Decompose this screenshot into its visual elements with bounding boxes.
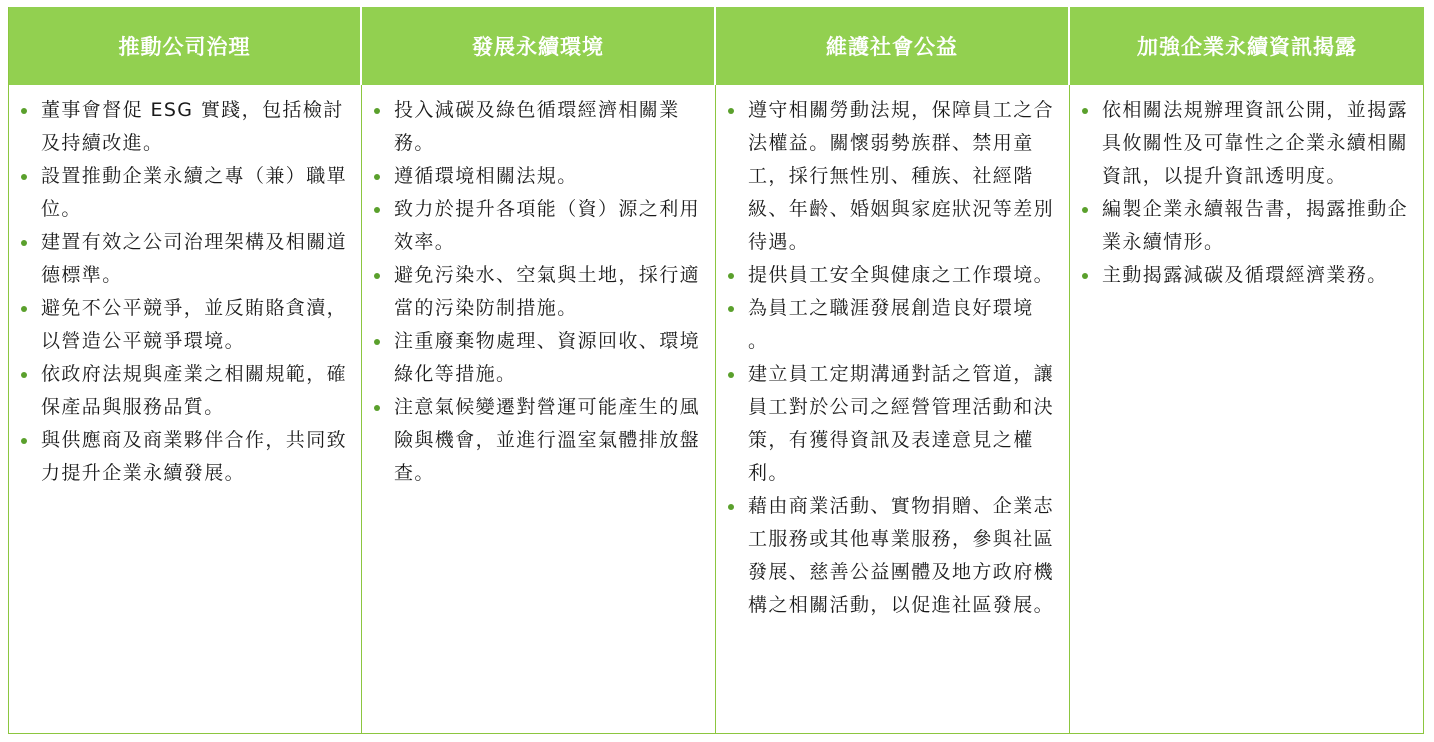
bullet-dot-icon	[374, 207, 380, 213]
list-item	[726, 358, 1059, 490]
list-item	[372, 259, 705, 325]
bullet-dot-icon	[21, 240, 27, 246]
column-body-disclosure	[1070, 85, 1424, 734]
list-item-text: 建置有效之公司治理架構及相關道德標準。	[41, 231, 348, 286]
bullet-dot-icon	[21, 306, 27, 312]
bullet-list	[1080, 94, 1413, 292]
bullet-list	[726, 94, 1059, 622]
list-item	[726, 94, 1059, 259]
column-header-governance: 推動公司治理	[9, 7, 362, 85]
list-item-text: 注意氣候變遷對營運可能產生的風險與機會，並進行溫室氣體排放盤查。	[394, 396, 701, 484]
bullet-dot-icon	[728, 372, 734, 378]
list-item-text: 與供應商及商業夥伴合作，共同致力提升企業永續發展。	[41, 429, 348, 484]
list-item-text: 為員工之職涯發展創造良好環境 。	[748, 297, 1034, 352]
list-item-text: 依政府法規與產業之相關規範，確保產品與服務品質。	[41, 363, 348, 418]
bullet-list	[372, 94, 705, 490]
bullet-dot-icon	[21, 372, 27, 378]
list-item-text: 避免污染水、空氣與土地，採行適當的污染防制措施。	[394, 264, 701, 319]
column-body-environment	[362, 85, 716, 734]
list-item	[372, 325, 705, 391]
list-item	[726, 490, 1059, 622]
list-item	[19, 358, 351, 424]
list-item-text: 注重廢棄物處理、資源回收、環境綠化等措施。	[394, 330, 701, 385]
list-item-text: 董事會督促 ESG 實踐，包括檢討及持續改進。	[41, 99, 344, 154]
bullet-dot-icon	[374, 339, 380, 345]
bullet-dot-icon	[21, 174, 27, 180]
bullet-dot-icon	[728, 108, 734, 114]
list-item-text: 遵循環境相關法規。	[394, 165, 578, 187]
bullet-dot-icon	[374, 273, 380, 279]
bullet-dot-icon	[21, 108, 27, 114]
list-item-text: 致力於提升各項能（資）源之利用效率。	[394, 198, 701, 253]
bullet-dot-icon	[1082, 108, 1088, 114]
list-item	[19, 226, 351, 292]
bullet-dot-icon	[374, 174, 380, 180]
list-item	[1080, 259, 1413, 292]
list-item	[19, 94, 351, 160]
column-header-social: 維護社會公益	[716, 7, 1070, 85]
list-item-text: 投入減碳及綠色循環經濟相關業務。	[394, 99, 680, 154]
list-item-text: 避免不公平競爭，並反賄賂貪瀆，以營造公平競爭環境。	[41, 297, 348, 352]
bullet-dot-icon	[374, 405, 380, 411]
list-item	[1080, 94, 1413, 193]
list-item-text: 編製企業永續報告書，揭露推動企業永續情形。	[1102, 198, 1409, 253]
list-item-text: 建立員工定期溝通對話之管道，讓員工對於公司之經營管理活動和決策，有獲得資訊及表達意見之權利。	[748, 363, 1055, 484]
list-item-text: 依相關法規辦理資訊公開，並揭露具攸關性及可靠性之企業永續相關資訊，以提升資訊透明度。	[1102, 99, 1409, 187]
list-item-text: 主動揭露減碳及循環經濟業務。	[1102, 264, 1388, 286]
bullet-dot-icon	[1082, 273, 1088, 279]
bullet-dot-icon	[21, 438, 27, 444]
list-item	[372, 94, 705, 160]
esg-policy-table	[8, 7, 1423, 734]
bullet-dot-icon	[374, 108, 380, 114]
list-item	[726, 292, 1059, 358]
column-body-governance	[9, 85, 362, 734]
list-item	[372, 193, 705, 259]
list-item	[19, 292, 351, 358]
list-item-text: 藉由商業活動、實物捐贈、企業志工服務或其他專業服務，參與社區發展、慈善公益團體及地方政府機構之相關活動，以促進社區發展。	[748, 495, 1055, 616]
list-item	[372, 391, 705, 490]
bullet-list	[19, 94, 351, 490]
list-item	[372, 160, 705, 193]
list-item-text: 設置推動企業永續之專（兼）職單位。	[41, 165, 348, 220]
list-item-text: 提供員工安全與健康之工作環境。	[748, 264, 1055, 286]
bullet-dot-icon	[728, 504, 734, 510]
column-body-social	[716, 85, 1070, 734]
column-header-environment: 發展永續環境	[362, 7, 716, 85]
list-item	[726, 259, 1059, 292]
column-header-disclosure: 加強企業永續資訊揭露	[1070, 7, 1424, 85]
bullet-dot-icon	[728, 306, 734, 312]
list-item	[19, 424, 351, 490]
bullet-dot-icon	[1082, 207, 1088, 213]
list-item	[1080, 193, 1413, 259]
list-item-text: 遵守相關勞動法規，保障員工之合法權益。關懷弱勢族群、禁用童工，採行無性別、種族、社經階級、年齡、婚姻與家庭狀況等差別待遇。	[748, 99, 1055, 253]
list-item	[19, 160, 351, 226]
bullet-dot-icon	[728, 273, 734, 279]
